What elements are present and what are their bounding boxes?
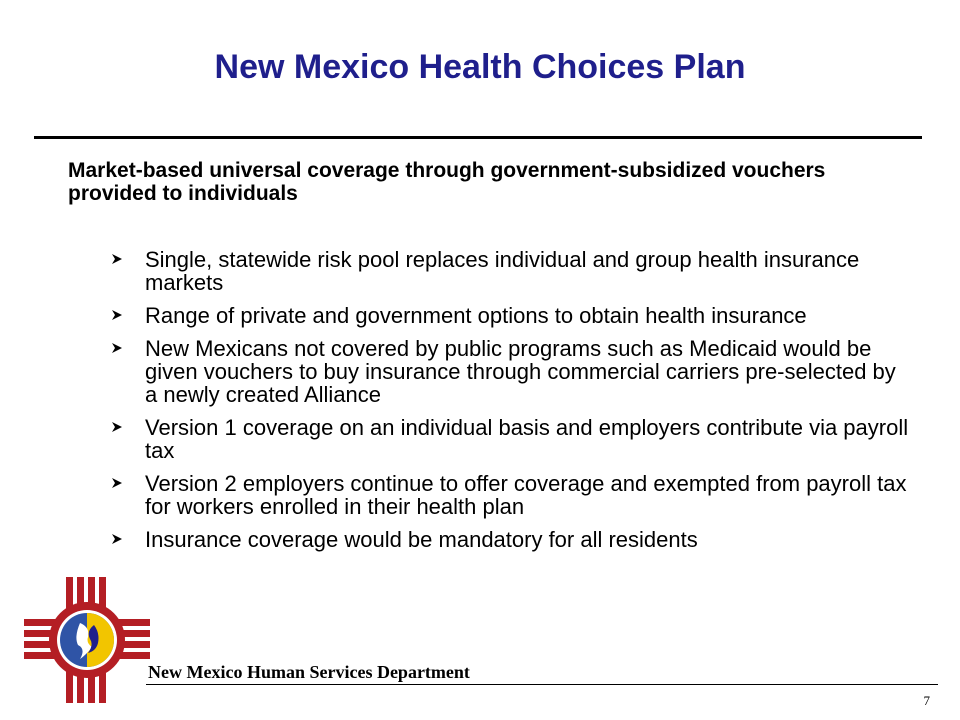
- arrow-bullet-icon: [111, 533, 123, 545]
- bullet-text: Version 2 employers continue to offer coverage and exempted from payroll tax for workers enrolled in their health plan: [145, 471, 907, 519]
- arrow-bullet-icon: [111, 477, 123, 489]
- department-logo: [22, 575, 152, 705]
- bullet-list: [111, 248, 911, 561]
- slide-title: New Mexico Health Choices Plan: [214, 48, 746, 86]
- bullet-item: [111, 337, 911, 406]
- bullet-text: Insurance coverage would be mandatory for all residents: [145, 527, 698, 552]
- bullet-text: Range of private and government options to obtain health insurance: [145, 303, 807, 328]
- bullet-item: [111, 304, 911, 327]
- bullet-item: [111, 248, 911, 294]
- arrow-bullet-icon: [111, 421, 123, 433]
- arrow-bullet-icon: [111, 342, 123, 354]
- bullet-item: [111, 528, 911, 551]
- page-number: 7: [923, 693, 930, 708]
- department-name: New Mexico Human Services Department: [148, 662, 470, 682]
- arrow-bullet-icon: [111, 253, 123, 265]
- lead-statement: Market-based universal coverage through government-subsidized vouchers provided to individuals: [68, 159, 826, 205]
- bullet-text: Single, statewide risk pool replaces individual and group health insurance markets: [145, 247, 860, 295]
- arrow-bullet-icon: [111, 309, 123, 321]
- title-divider: [34, 136, 922, 139]
- bullet-item: [111, 416, 911, 462]
- bullet-text: Version 1 coverage on an individual basis and employers contribute via payroll tax: [145, 415, 909, 463]
- bullet-text: New Mexicans not covered by public programs such as Medicaid would be given vouchers to buy insurance through commercial carriers pre-selected by a newly created Alliance: [145, 336, 896, 407]
- footer-divider: [146, 684, 938, 685]
- bullet-item: [111, 472, 911, 518]
